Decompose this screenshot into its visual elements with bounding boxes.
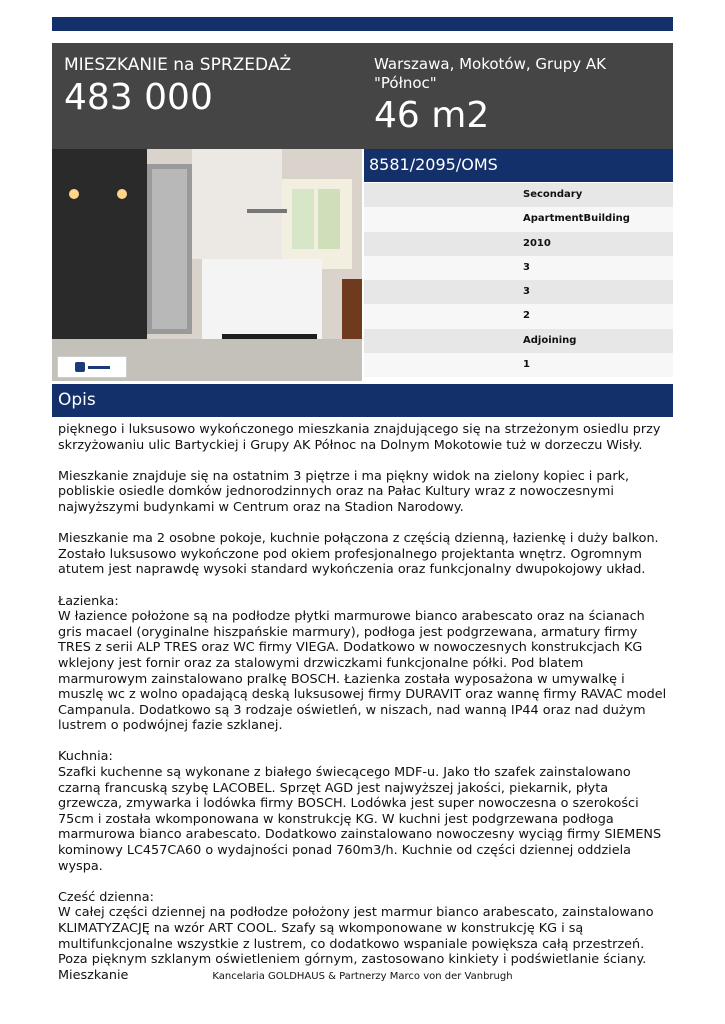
detail-value: 3 — [523, 261, 530, 273]
details-row — [364, 304, 673, 328]
description-paragraph: Mieszkanie ma 2 osobne pokoje, kuchnie połączona z częścią dzienną, łazienkę i duży balkon. Zostało luksusowo wykończone pod okiem profesjonalnego projektanta wnętrz. Ogromnym atutem jest naprawdę wysoki standard wykończenia oraz funkcjonalny dwupokojowy układ. — [58, 531, 659, 578]
details-row — [364, 256, 673, 280]
description-title: Opis — [58, 390, 96, 410]
details-row — [364, 207, 673, 231]
detail-value: Secondary — [523, 189, 583, 200]
reference-number-box — [364, 149, 673, 182]
reference-number: 8581/2095/OMS — [369, 155, 498, 174]
details-row — [364, 280, 673, 304]
property-photo — [52, 149, 362, 381]
description-paragraph: Mieszkanie znajduje się na ostatnim 3 piętrze i ma piękny widok na zielony kopiec i park, pobliskie osiedle domków jednorodzinnych oraz na Pałac Kultury wraz z nowoczesnymi najwyższymi budynkami w Centrum oraz na Stadion Narodowy. — [58, 468, 630, 515]
description-paragraph: Kuchnia: Szafki kuchenne są wykonane z białego świecącego MDF-u. Jako tło szafek zainstalowano czarną francuską szybę LACOBEL. Sprzęt AGD jest najwyższej jakości, piekarnik, płyta grzewcza, zmywarka i lodówka firmy BOSCH. Lodówka jest super nowoczesna o szerokości 75cm i została wkomponowana w konstrukcję KG. W kuchni jest podgrzewana podłoga marmurowa bianco arabescato. Dodatkowo zainstalowano nowoczesny wyciąg firmy SIEMENS kominowy LC457CA60 o wydajności ponad 760m3/h. Kuchnie od części dziennej oddziela wyspa. — [58, 749, 662, 874]
agency-logo-mark — [88, 366, 110, 369]
detail-value: 3 — [523, 286, 530, 297]
page-footer: Kancelaria GOLDHAUS & Partnerzy Marco von der Vanbrugh — [212, 971, 513, 982]
description-paragraph: Cześć dzienna: W całej części dziennej na podłodze położony jest marmur bianco arabescato, zainstalowano KLIMATYZACJĘ na wzór ART COOL. Szafy są wkomponowane w konstrukcję KG i są multifunkcjonalne wszystkie z lustrem, co dodatkowo wspaniale powiększa całą przestrzeń. Poza pięknym szklanym oświetleniem górnym, zastosowano kinkiety i podświetlanie ściany. Mieszkanie — [58, 889, 654, 983]
details-row — [364, 353, 673, 377]
detail-value: Adjoining — [523, 334, 577, 346]
details-row — [364, 183, 673, 207]
agency-logo — [57, 356, 127, 378]
description-header — [52, 384, 673, 417]
agency-crest-icon — [75, 362, 85, 372]
listing-header — [52, 43, 673, 149]
detail-value: 1 — [523, 358, 530, 370]
details-row — [364, 232, 673, 256]
details-table — [364, 183, 673, 377]
details-row — [364, 329, 673, 353]
listing-type: MIESZKANIE na SPRZEDAŻ — [64, 55, 292, 75]
listing-price: 483 000 — [64, 77, 213, 118]
detail-value: 2 — [523, 310, 530, 322]
description-paragraph: Łazienka: W łazience położone są na podłodze płytki marmurowe bianco arabescato oraz na ścianach gris macael (oryginalne hiszpańskie marmury), podłoga jest podgrzewana, armatury firmy TRES z serii ALP TRES oraz WC firmy VIEGA. Dodatkowo w nowoczesnych konstrukcjach KG wklejony jest fornir oraz za stalowymi drzwiczkami funkcjonalne półki. Pod blatem marmurowym zainstalowano pralkę BOSCH. Łazienka została wyposażona w umywalkę i muszlę wc z wolno opadającą deską luksusowej firmy DURAVIT oraz wannę firmy RAVAC model Campanula. Dodatkowo są 3 rodzaje oświetleń, w niszach, nad wanną IP44 oraz nad dużym lustrem o podwójnej fazie szklanej. — [58, 593, 667, 734]
description-paragraph: pięknego i luksusowo wykończonego mieszkania znajdującego się na strzeżonym osiedlu przy skrzyżowaniu ulic Bartyckiej i Grupy AK Północ na Dolnym Mokotowie tuż w dorzeczu Wisły. — [58, 422, 661, 453]
top-accent-bar — [52, 17, 673, 31]
detail-value: 2010 — [523, 237, 551, 249]
detail-value: ApartmentBuilding — [523, 213, 630, 225]
listing-location: Warszawa, Mokotów, Grupy AK "Północ" — [374, 55, 606, 92]
listing-area: 46 m2 — [374, 95, 490, 136]
